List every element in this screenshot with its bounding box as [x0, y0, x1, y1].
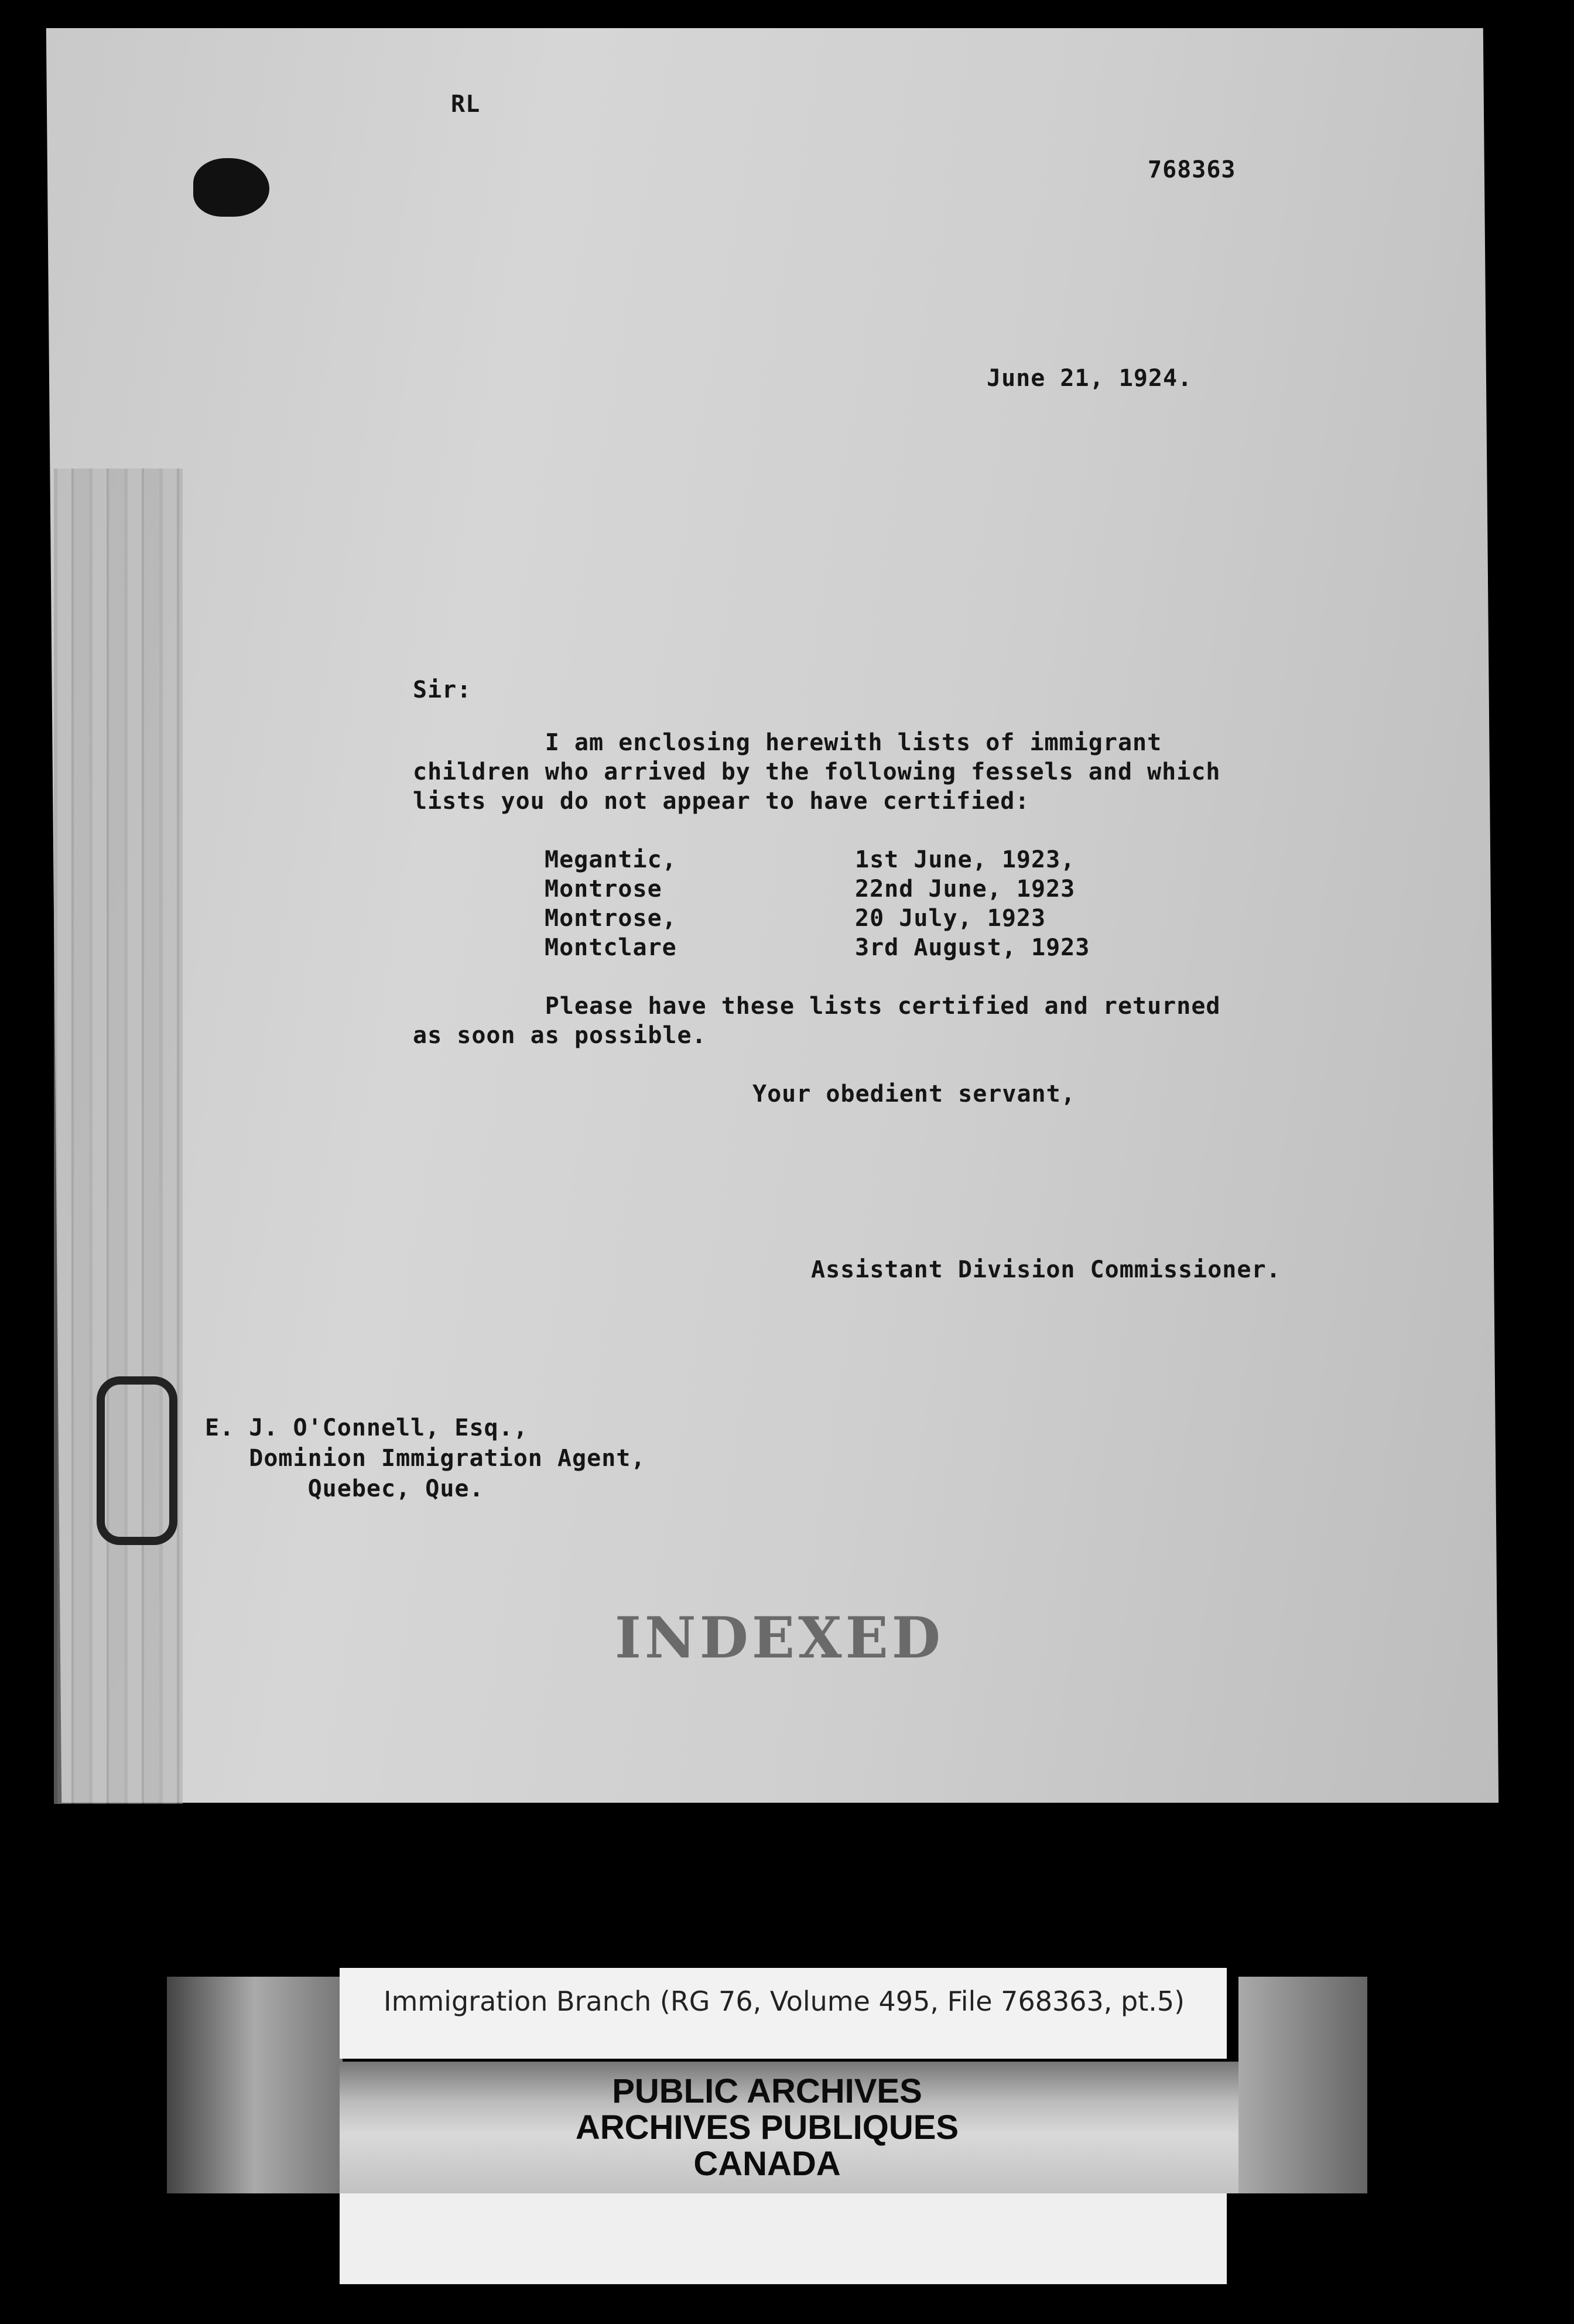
- address-line: Dominion Immigration Agent,: [205, 1445, 646, 1472]
- archive-line-3: CANADA: [693, 2145, 841, 2183]
- archive-band-left: [167, 1977, 343, 2193]
- address-line: E. J. O'Connell, Esq.,: [205, 1414, 528, 1441]
- archive-line-1: PUBLIC ARCHIVES: [612, 2072, 922, 2110]
- vessel-name: Montrose,: [545, 905, 677, 932]
- torn-hole: [193, 158, 269, 217]
- vessel-date: 1st June, 1923,: [855, 846, 1076, 873]
- request-line: as soon as possible.: [413, 1022, 707, 1049]
- letter-date: June 21, 1924.: [987, 365, 1193, 392]
- blank-label-strip: [340, 2193, 1227, 2284]
- vessel-name: Megantic,: [545, 846, 677, 873]
- archive-title: [515, 2073, 1019, 2182]
- indexed-stamp: INDEXED: [615, 1605, 944, 1671]
- paper-clip-icon: [97, 1376, 177, 1545]
- archive-band-right: [1238, 1977, 1367, 2193]
- request-line: Please have these lists certified and returned: [413, 993, 1221, 1020]
- closing: Your obedient servant,: [752, 1081, 1076, 1108]
- vessel-name: Montrose: [545, 876, 662, 903]
- initials: RL: [451, 91, 481, 118]
- body-line: children who arrived by the following fessels and which: [413, 758, 1221, 785]
- address-line: Quebec, Que.: [205, 1475, 484, 1502]
- letter-page: [46, 28, 1498, 1803]
- vessel-date: 22nd June, 1923: [855, 876, 1076, 903]
- signature-title: Assistant Division Commissioner.: [811, 1256, 1281, 1283]
- page-stack-edge: [54, 469, 183, 1804]
- archive-line-2: ARCHIVES PUBLIQUES: [575, 2108, 959, 2147]
- body-line: lists you do not appear to have certified:: [413, 788, 1030, 815]
- archive-reference: Immigration Branch (RG 76, Volume 495, File 768363, pt.5): [384, 1985, 1185, 2017]
- salutation: Sir:: [413, 676, 472, 703]
- file-number: 768363: [1148, 156, 1236, 183]
- vessel-date: 20 July, 1923: [855, 905, 1046, 932]
- vessel-date: 3rd August, 1923: [855, 934, 1090, 961]
- vessel-name: Montclare: [545, 934, 677, 961]
- body-line: I am enclosing herewith lists of immigrant: [413, 729, 1162, 756]
